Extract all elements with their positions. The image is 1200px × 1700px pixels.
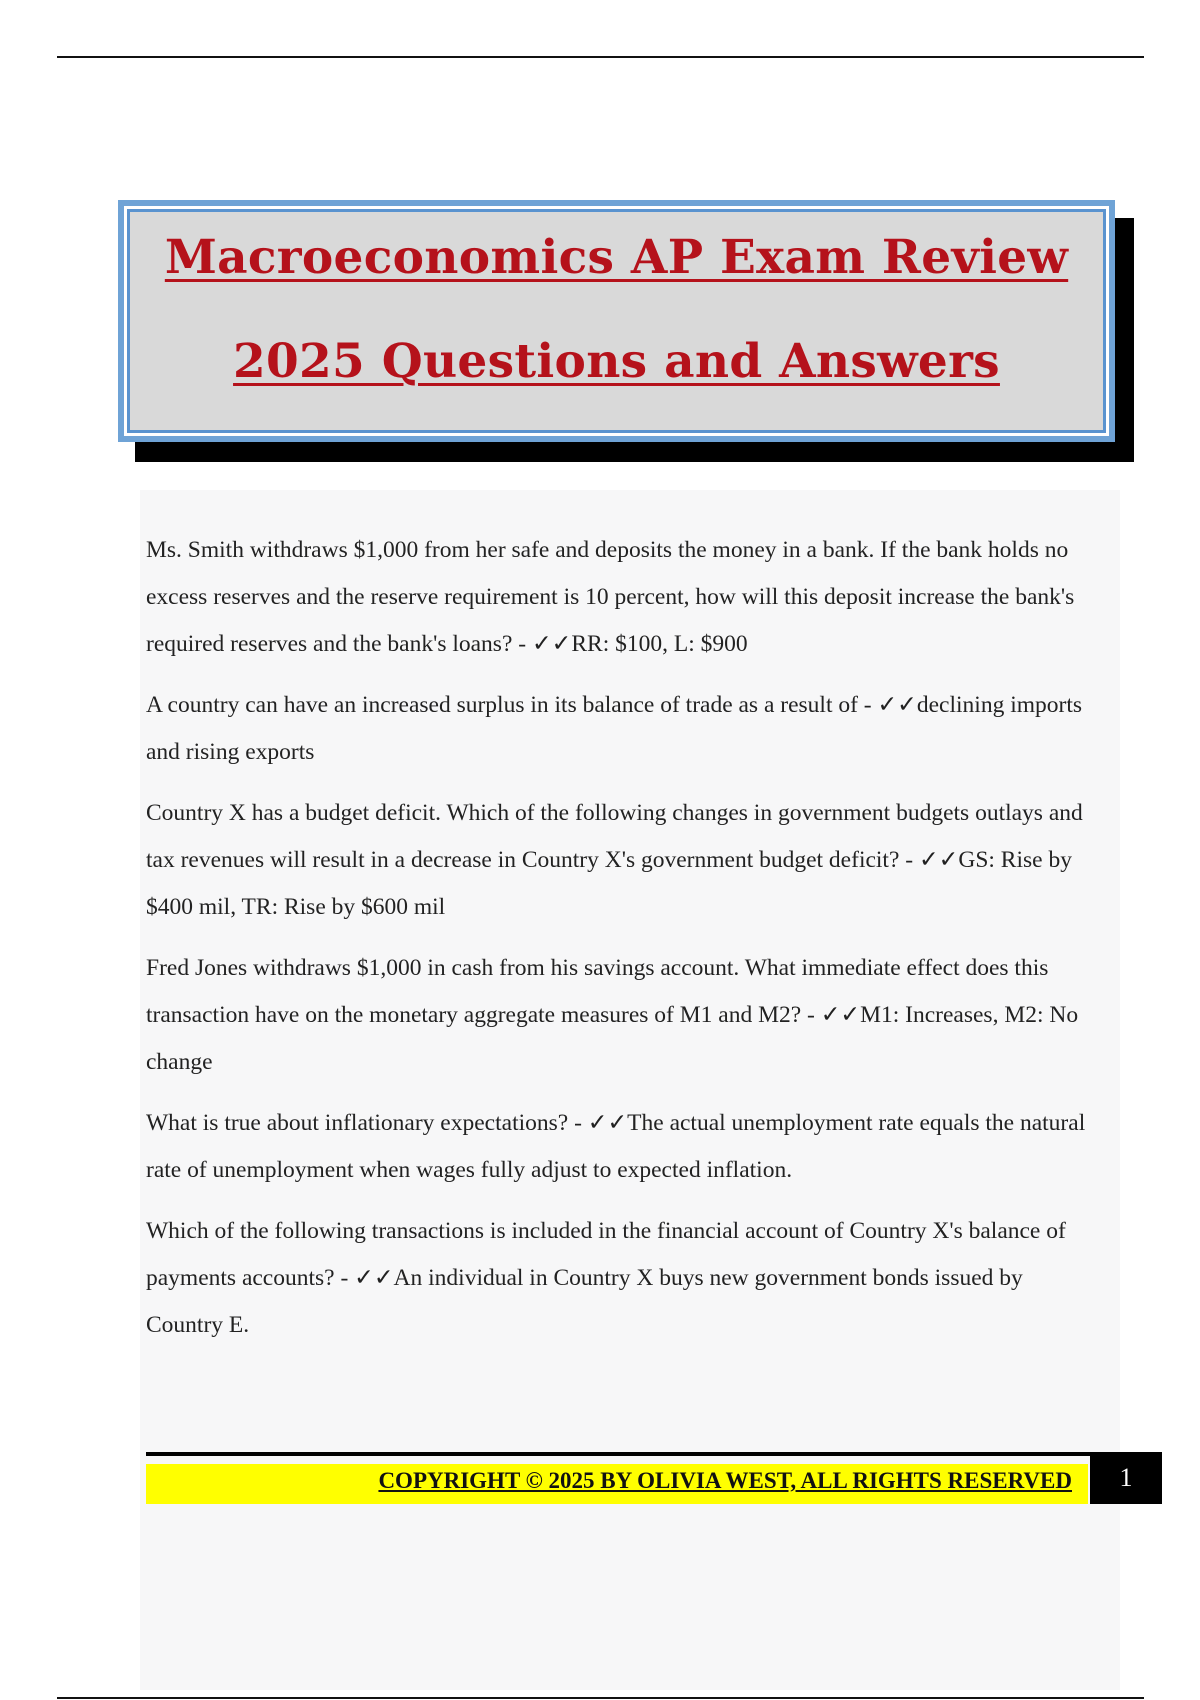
qa-item: Country X has a budget deficit. Which of the following changes in government budgets outlays and tax revenues will result in a decrease in Country X's government budget deficit? - ✓✓GS: Rise by $400 mil, TR: Rise by $600 mil bbox=[146, 800, 1083, 920]
title-line-1: Macroeconomics AP Exam Review bbox=[164, 230, 1069, 285]
qa-item: A country can have an increased surplus in its balance of trade as a result of - ✓✓declining imports and rising exports bbox=[146, 692, 1083, 765]
qa-list bbox=[146, 527, 1096, 1363]
top-rule bbox=[57, 56, 1144, 58]
qa-item: Ms. Smith withdraws $1,000 from her safe and deposits the money in a bank. If the bank holds no excess reserves and the reserve requirement is 10 percent, how will this deposit increase the bank's required reserves and the bank's loans? - ✓✓RR: $100, L: $900 bbox=[146, 537, 1075, 657]
copyright-text: COPYRIGHT © 2025 BY OLIVIA WEST, ALL RIGHTS RESERVED bbox=[378, 1468, 1072, 1493]
qa-item: Fred Jones withdraws $1,000 in cash from his savings account. What immediate effect does this transaction have on the monetary aggregate measures of M1 and M2? - ✓✓M1: Increases, M2: No change bbox=[146, 955, 1079, 1075]
page-number: 1 bbox=[1090, 1452, 1162, 1504]
qa-item: Which of the following transactions is included in the financial account of Country X's balance of payments accounts? - ✓✓An individual in Country X buys new government bonds issued by Country E. bbox=[146, 1218, 1066, 1338]
footer-rule bbox=[146, 1452, 1162, 1456]
title-line-2: 2025 Questions and Answers bbox=[233, 334, 1000, 389]
copyright-bar bbox=[146, 1464, 1088, 1504]
bottom-rule bbox=[57, 1697, 1144, 1699]
qa-item: What is true about inflationary expectations? - ✓✓The actual unemployment rate equals the natural rate of unemployment when wages fully adjust to expected inflation. bbox=[146, 1110, 1086, 1183]
title-box bbox=[118, 200, 1115, 442]
